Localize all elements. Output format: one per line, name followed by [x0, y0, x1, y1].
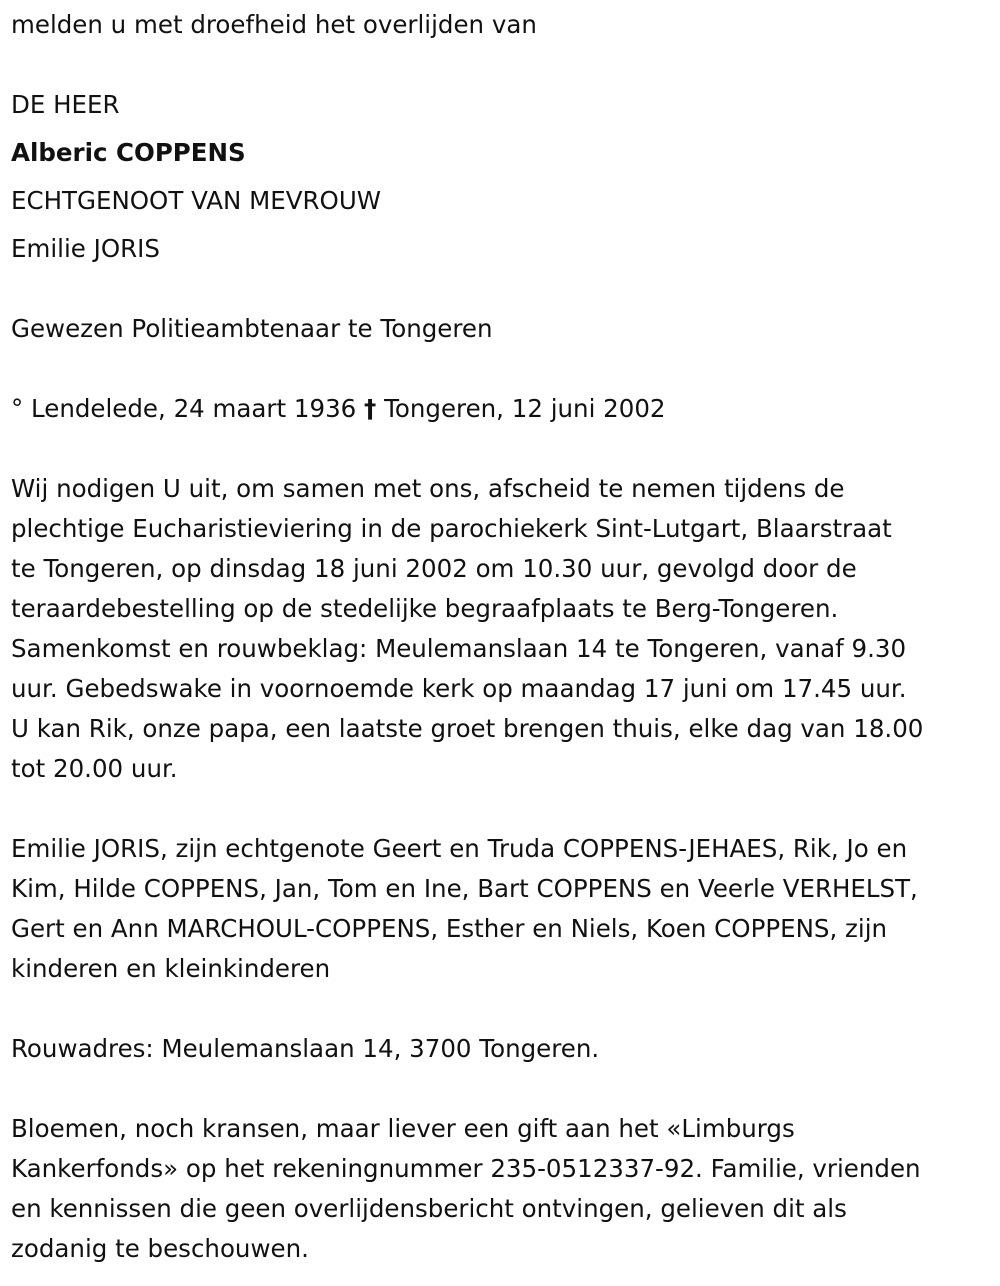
honorific: DE HEER [11, 90, 120, 119]
family-line: Emilie JORIS, zijn echtgenote Geert en Truda COPPENS-JEHAES, Rik, Jo en [11, 834, 908, 863]
death-date: Tongeren, 12 juni 2002 [384, 394, 666, 423]
donation-line: zodanig te beschouwen. [11, 1234, 309, 1263]
ceremony-line: Samenkomst en rouwbeklag: Meulemanslaan 14 te Tongeren, vanaf 9.30 [11, 634, 907, 663]
ceremony-line: tot 20.00 uur. [11, 754, 178, 783]
birth-date: Lendelede, 24 maart 1936 [31, 394, 357, 423]
ceremony-line: uur. Gebedswake in voornoemde kerk op maandag 17 juni om 17.45 uur. [11, 674, 907, 703]
intro-text: melden u met droefheid het overlijden van [11, 10, 537, 39]
family-line: Gert en Ann MARCHOUL-COPPENS, Esther en Niels, Koen COPPENS, zijn [11, 914, 888, 943]
family-line: Kim, Hilde COPPENS, Jan, Tom en Ine, Bart COPPENS en Veerle VERHELST, [11, 874, 918, 903]
ceremony-line: U kan Rik, onze papa, een laatste groet brengen thuis, elke dag van 18.00 [11, 714, 924, 743]
spouse-label: ECHTGENOOT VAN MEVROUW [11, 186, 382, 215]
ceremony-line: Wij nodigen U uit, om samen met ons, afscheid te nemen tijdens de [11, 474, 845, 503]
ceremony-paragraph [11, 469, 923, 789]
deceased-name: Alberic COPPENS [11, 138, 246, 167]
mourning-address: Rouwadres: Meulemanslaan 14, 3700 Tongeren. [11, 1034, 600, 1063]
spouse-name: Emilie JORIS [11, 234, 160, 263]
ceremony-line: te Tongeren, op dinsdag 18 juni 2002 om 10.30 uur, gevolgd door de [11, 554, 857, 583]
birth-symbol: ° [11, 394, 24, 423]
ceremony-line: teraardebestelling op de stedelijke begraafplaats te Berg-Tongeren. [11, 594, 839, 623]
donation-line: en kennissen die geen overlijdensbericht ontvingen, gelieven dit als [11, 1194, 847, 1223]
donation-line: Kankerfonds» op het rekeningnummer 235-0512337-92. Familie, vrienden [11, 1154, 921, 1183]
life-dates [11, 389, 666, 429]
cross-icon: † [364, 394, 377, 423]
family-line: kinderen en kleinkinderen [11, 954, 331, 983]
ceremony-line: plechtige Eucharistieviering in de parochiekerk Sint-Lutgart, Blaarstraat [11, 514, 892, 543]
donation-line: Bloemen, noch kransen, maar liever een gift aan het «Limburgs [11, 1114, 795, 1143]
occupation: Gewezen Politieambtenaar te Tongeren [11, 314, 493, 343]
family-paragraph [11, 829, 918, 989]
donation-paragraph [11, 1109, 921, 1269]
